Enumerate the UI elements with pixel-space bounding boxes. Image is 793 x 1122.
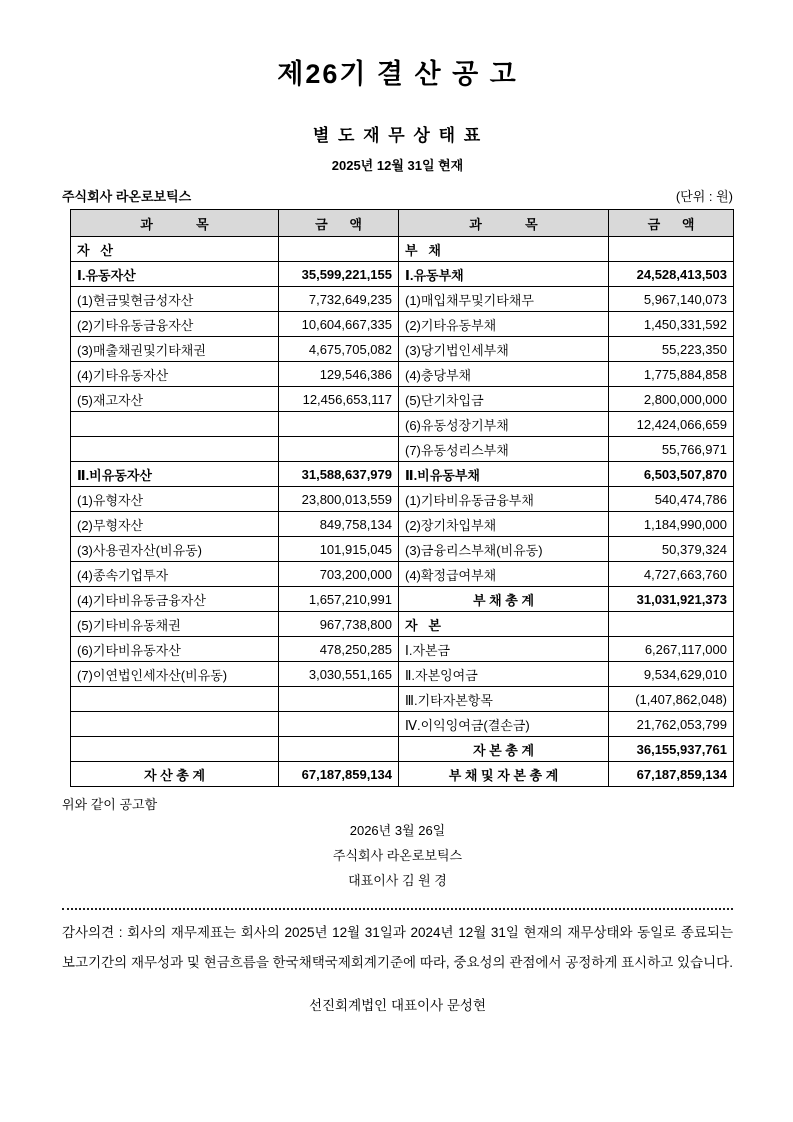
table-row <box>71 412 734 437</box>
table-cell: (6)기타비유동자산 <box>71 637 279 662</box>
table-cell: 36,155,937,761 <box>609 737 734 762</box>
table-cell <box>71 437 279 462</box>
table-cell <box>609 612 734 637</box>
table-row <box>71 387 734 412</box>
table-row <box>71 337 734 362</box>
table-body <box>71 237 734 787</box>
unit-note: (단위 : 원) <box>675 189 733 204</box>
table-cell: (2)무형자산 <box>71 512 279 537</box>
table-row <box>71 237 734 262</box>
table-cell <box>279 712 399 737</box>
signature-company: 주식회사 라온로보틱스 <box>332 848 463 863</box>
dotted-divider <box>62 908 733 910</box>
table-row <box>71 737 734 762</box>
announce-date: 2026년 3월 26일 <box>349 823 446 838</box>
table-cell: 자 산 <box>71 237 279 262</box>
table-cell: 67,187,859,134 <box>279 762 399 787</box>
table-cell: (4)확정급여부채 <box>399 562 609 587</box>
table-cell: 1,450,331,592 <box>609 312 734 337</box>
header-amount-right: 금 액 <box>609 210 734 237</box>
table-cell <box>71 712 279 737</box>
table-cell: (3)매출채권및기타채권 <box>71 337 279 362</box>
table-cell: 55,766,971 <box>609 437 734 462</box>
table-cell: 4,675,705,082 <box>279 337 399 362</box>
table-row <box>71 762 734 787</box>
table-cell: Ⅰ.유동부채 <box>399 262 609 287</box>
table-cell: 12,424,066,659 <box>609 412 734 437</box>
header-account-right: 과 목 <box>399 210 609 237</box>
table-cell: (4)종속기업투자 <box>71 562 279 587</box>
table-row <box>71 637 734 662</box>
table-cell: (7)유동성리스부채 <box>399 437 609 462</box>
table-cell <box>71 687 279 712</box>
table-cell: 4,727,663,760 <box>609 562 734 587</box>
balance-sheet-table <box>70 209 734 787</box>
table-cell: (2)장기차입부채 <box>399 512 609 537</box>
table-cell: Ⅱ.비유동자산 <box>71 462 279 487</box>
table-cell: 35,599,221,155 <box>279 262 399 287</box>
table-header-row <box>71 210 734 237</box>
table-cell: 7,732,649,235 <box>279 287 399 312</box>
as-of-date: 2025년 12월 31일 현재 <box>331 158 464 173</box>
table-row <box>71 512 734 537</box>
table-cell: 2,800,000,000 <box>609 387 734 412</box>
table-cell <box>279 237 399 262</box>
table-cell: 50,379,324 <box>609 537 734 562</box>
table-cell <box>71 412 279 437</box>
table-cell: Ⅰ.유동자산 <box>71 262 279 287</box>
table-cell: 967,738,800 <box>279 612 399 637</box>
table-cell: (3)당기법인세부채 <box>399 337 609 362</box>
table-cell: 24,528,413,503 <box>609 262 734 287</box>
table-cell: 1,657,210,991 <box>279 587 399 612</box>
table-cell: 129,546,386 <box>279 362 399 387</box>
table-cell <box>279 687 399 712</box>
table-cell: (4)기타유동자산 <box>71 362 279 387</box>
table-cell: 849,758,134 <box>279 512 399 537</box>
table-cell: Ⅳ.이익잉여금(결손금) <box>399 712 609 737</box>
meta-row <box>62 186 733 205</box>
table-cell: (1)기타비유동금융부채 <box>399 487 609 512</box>
table-cell: 21,762,053,799 <box>609 712 734 737</box>
table-row <box>71 612 734 637</box>
table-row <box>71 312 734 337</box>
table-cell: Ⅲ.기타자본항목 <box>399 687 609 712</box>
table-row <box>71 287 734 312</box>
table-row <box>71 687 734 712</box>
table-cell: 703,200,000 <box>279 562 399 587</box>
table-row <box>71 362 734 387</box>
table-cell: 1,775,884,858 <box>609 362 734 387</box>
table-cell: Ⅱ.자본잉여금 <box>399 662 609 687</box>
table-cell: 6,503,507,870 <box>609 462 734 487</box>
signature-ceo: 대표이사 김 원 경 <box>348 873 447 888</box>
table-row <box>71 562 734 587</box>
table-cell: Ⅰ.자본금 <box>399 637 609 662</box>
header-amount-left: 금 액 <box>279 210 399 237</box>
announce-line: 위와 같이 공고함 <box>62 797 158 812</box>
table-cell: 540,474,786 <box>609 487 734 512</box>
table-row <box>71 587 734 612</box>
table-row <box>71 662 734 687</box>
statement-subtitle: 별 도 재 무 상 태 표 <box>312 126 483 145</box>
table-cell: (5)재고자산 <box>71 387 279 412</box>
table-cell: (1)매입채무및기타채무 <box>399 287 609 312</box>
table-cell <box>279 737 399 762</box>
table-cell: (4)충당부채 <box>399 362 609 387</box>
table-cell: (2)기타유동금융자산 <box>71 312 279 337</box>
table-cell: Ⅱ.비유동부채 <box>399 462 609 487</box>
table-row <box>71 462 734 487</box>
table-cell: (5)단기차입금 <box>399 387 609 412</box>
table-cell: 12,456,653,117 <box>279 387 399 412</box>
table-cell: 부 채 <box>399 237 609 262</box>
table-row <box>71 537 734 562</box>
table-cell <box>609 237 734 262</box>
table-cell: (7)이연법인세자산(비유동) <box>71 662 279 687</box>
table-cell: 1,184,990,000 <box>609 512 734 537</box>
table-cell: 부 채 및 자 본 총 계 <box>399 762 609 787</box>
table-cell: 자 본 <box>399 612 609 637</box>
table-cell: 31,031,921,373 <box>609 587 734 612</box>
table-cell: (6)유동성장기부채 <box>399 412 609 437</box>
table-cell: 55,223,350 <box>609 337 734 362</box>
header-account-left: 과 목 <box>71 210 279 237</box>
audit-opinion: 감사의견 : 회사의 재무제표는 회사의 2025년 12월 31일과 2024년 12월 31일 현재의 재무상태와 동일로 종료되는 보고기간의 재무성과 및 현금흐름을 한국채택국제회계기준에 따라, 중요성의 관점에서 공정하게 표시하고 있습니다. <box>62 925 733 970</box>
table-cell: 3,030,551,165 <box>279 662 399 687</box>
signature-block <box>62 818 733 893</box>
table-cell: 부 채 총 계 <box>399 587 609 612</box>
table-cell: (3)사용권자산(비유동) <box>71 537 279 562</box>
table-cell: (1,407,862,048) <box>609 687 734 712</box>
table-cell: 9,534,629,010 <box>609 662 734 687</box>
table-cell: 자 본 총 계 <box>399 737 609 762</box>
table-cell: 67,187,859,134 <box>609 762 734 787</box>
table-cell <box>71 737 279 762</box>
table-cell: 23,800,013,559 <box>279 487 399 512</box>
page-title: 제26기 결 산 공 고 <box>277 59 518 89</box>
table-cell: (1)유형자산 <box>71 487 279 512</box>
table-cell: 10,604,667,335 <box>279 312 399 337</box>
table-cell: 자 산 총 계 <box>71 762 279 787</box>
table-cell: 101,915,045 <box>279 537 399 562</box>
auditor-signature: 선진회계법인 대표이사 문성현 <box>308 998 487 1013</box>
table-cell: 6,267,117,000 <box>609 637 734 662</box>
table-cell: 5,967,140,073 <box>609 287 734 312</box>
table-row <box>71 437 734 462</box>
table-row <box>71 712 734 737</box>
table-cell: (2)기타유동부채 <box>399 312 609 337</box>
table-cell <box>279 437 399 462</box>
table-row <box>71 487 734 512</box>
table-cell: 31,588,637,979 <box>279 462 399 487</box>
company-name: 주식회사 라온로보틱스 <box>62 189 192 204</box>
table-cell: (3)금융리스부채(비유동) <box>399 537 609 562</box>
table-row <box>71 262 734 287</box>
table-cell: (5)기타비유동채권 <box>71 612 279 637</box>
table-cell: (4)기타비유동금융자산 <box>71 587 279 612</box>
table-cell <box>279 412 399 437</box>
table-cell: (1)현금및현금성자산 <box>71 287 279 312</box>
table-cell: 478,250,285 <box>279 637 399 662</box>
